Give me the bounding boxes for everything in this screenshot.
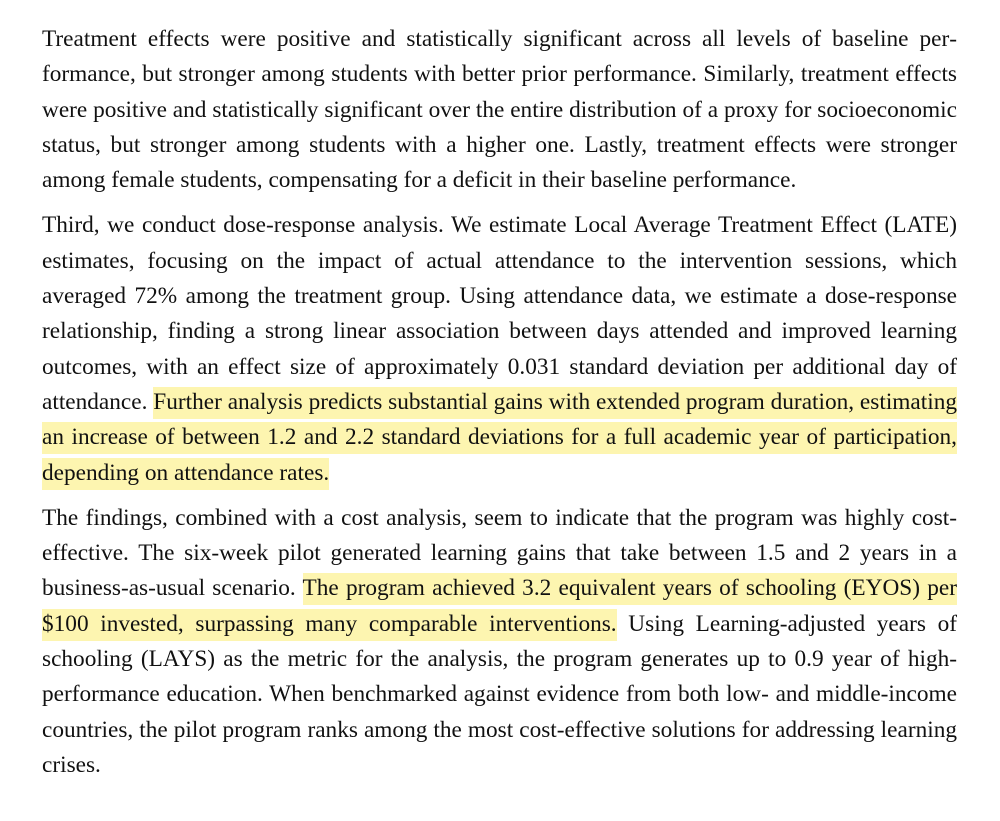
paragraph-text: Using Learning-adjusted years of schooling (LAYS) as the metric for the analysis, the program generates up to 0.9 year of high-performance education. When benchmarked against evidence from both low- and middle-income countries, the pilot program ranks among the most cost-effective solutions for addressing learning crises. (42, 610, 958, 778)
paragraph-text: Treatment effects were positive and statistically significant across all levels of baseline performance, but stronger among students with better prior performance. Similarly, treatment effects were positive and statistically significant over the entire distribution of a proxy for socioeconomic status, but stronger among students with a higher one. Lastly, treatment effects were stronger among female students, compensating for a deficit in their baseline performance. (42, 26, 957, 194)
highlighted-text: The program achieved 3.2 equivalent years of schooling (EYOS) per $100 invested, surpassing many comparable interventions. (42, 573, 957, 640)
paragraph-text: Third, we conduct dose-response analysis. We estimate Local Average Treatment Effect (LATE) estimates, focusing on the impact of actual attendance to the intervention sessions, which averaged 72% among the treatment group. Using attendance data, we estimate a dose-response relationship, finding a strong linear association between days attended and improved learning outcomes, with an effect size of approximately 0.031 standard deviation per additional day of attendance. (42, 212, 957, 415)
paragraph-dose-response (42, 208, 957, 490)
highlighted-text: Further analysis predicts substantial gains with extended program duration, estimating an increase of between 1.2 and 2.2 standard deviations for a full academic year of participation, depending on attendance rates. (42, 387, 957, 490)
paragraph-cost-effectiveness (42, 501, 957, 783)
paragraph-text: The findings, combined with a cost analysis, seem to indicate that the program was highly cost-effective. The six-week pilot generated learning gains that take between 1.5 and 2 years in a business-as-usual scenario. (42, 504, 957, 602)
paragraph-heterogeneity (42, 22, 957, 198)
